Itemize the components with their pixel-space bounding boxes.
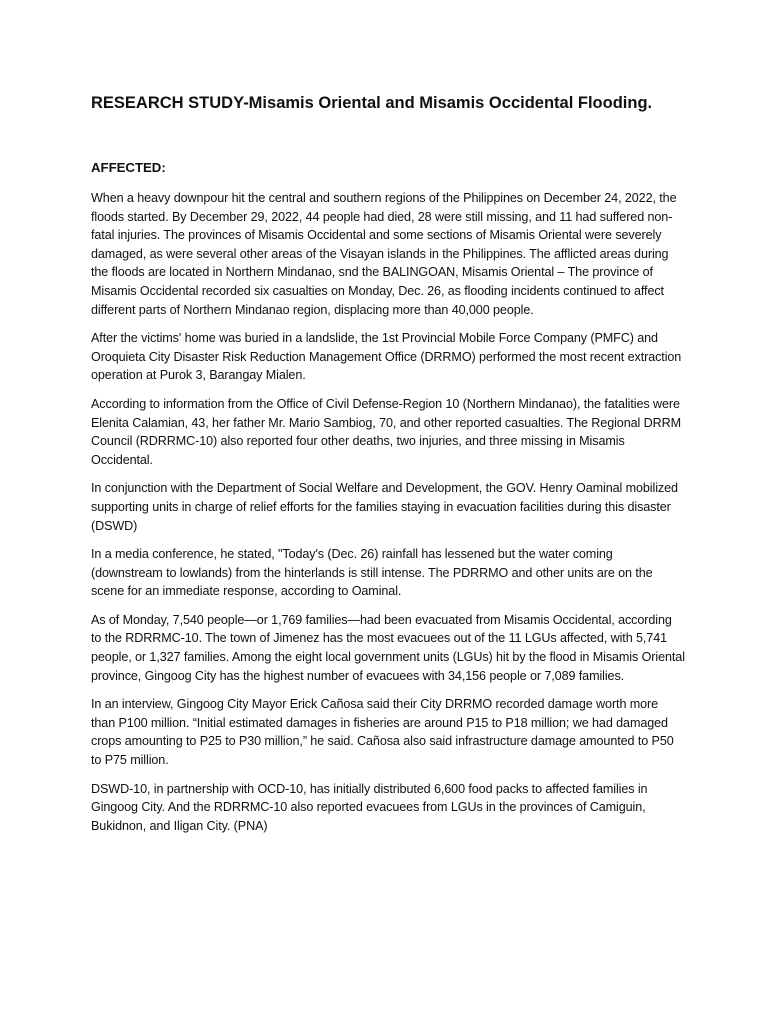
document-title: RESEARCH STUDY-Misamis Oriental and Misamis Occidental Flooding.	[91, 94, 653, 112]
paragraph-media-conference: In a media conference, he stated, "Today's (Dec. 26) rainfall has lessened but the water coming (downstream to lowlands) from the hinterlands is still intense. The PDRRMO and other units are on the scene for an immediate response, according to Oaminal.	[91, 547, 653, 599]
paragraph-food-packs: DSWD-10, in partnership with OCD-10, has initially distributed 6,600 food packs to affected families in Gingoog City. And the RDRRMC-10 also reported evacuees from LGUs in the provinces of Camiguin, Bukidnon, and Iligan City. (PNA)	[91, 781, 648, 833]
paragraph-damage-estimates: In an interview, Gingoog City Mayor Erick Cañosa said their City DRRMO recorded damage worth more than P100 million. “Initial estimated damages in fisheries are around P15 to P18 million; we had damaged crops amounting to P25 to P30 million,” he said. Cañosa also said infrastructure damage amounted to P50 to P75 million.	[91, 697, 674, 768]
paragraph-fatalities: According to information from the Office of Civil Defense-Region 10 (Northern Mindanao), the fatalities were Elenita Calamian, 43, her father Mr. Mario Sambiog, 70, and other reported casualties. The Regional DRRM Council (RDRRMC-10) also reported four other deaths, two injuries, and three missing in Misamis Occidental.	[91, 396, 681, 467]
paragraph-relief-efforts: In conjunction with the Department of Social Welfare and Development, the GOV. Henry Oaminal mobilized supporting units in charge of relief efforts for the families staying in evacuation facilities during this disaster (DSWD)	[91, 481, 678, 533]
paragraph-flood-overview: When a heavy downpour hit the central and southern regions of the Philippines on December 24, 2022, the floods started. By December 29, 2022, 44 people had died, 28 were still missing, and 11 had suffered non-fatal injuries. The provinces of Misamis Occidental and some sections of Misamis Oriental were severely damaged, as were several other areas of the Visayan islands in the Philippines. The afflicted areas during the floods are located in Northern Mindanao, snd the BALINGOAN, Misamis Oriental – The province of Misamis Occidental recorded six casualties on Monday, Dec. 26, as flooding incidents continued to affect different parts of Northern Mindanao region, displacing more than 40,000 people.	[91, 191, 677, 317]
document-page	[91, 92, 685, 845]
section-heading-affected: AFFECTED:	[91, 160, 166, 175]
paragraph-landslide-extraction: After the victims' home was buried in a landslide, the 1st Provincial Mobile Force Company (PMFC) and Oroquieta City Disaster Risk Reduction Management Office (DRRMO) performed the most recent extraction operation at Purok 3, Barangay Mialen.	[91, 331, 682, 383]
paragraph-evacuees: As of Monday, 7,540 people—or 1,769 families—had been evacuated from Misamis Occidental, according to the RDRRMC-10. The town of Jimenez has the most evacuees out of the 11 LGUs affected, with 5,741 people, or 1,327 families. Among the eight local government units (LGUs) hit by the flood in Misamis Oriental province, Gingoog City has the highest number of evacuees with 34,156 people or 7,089 families.	[91, 612, 685, 683]
